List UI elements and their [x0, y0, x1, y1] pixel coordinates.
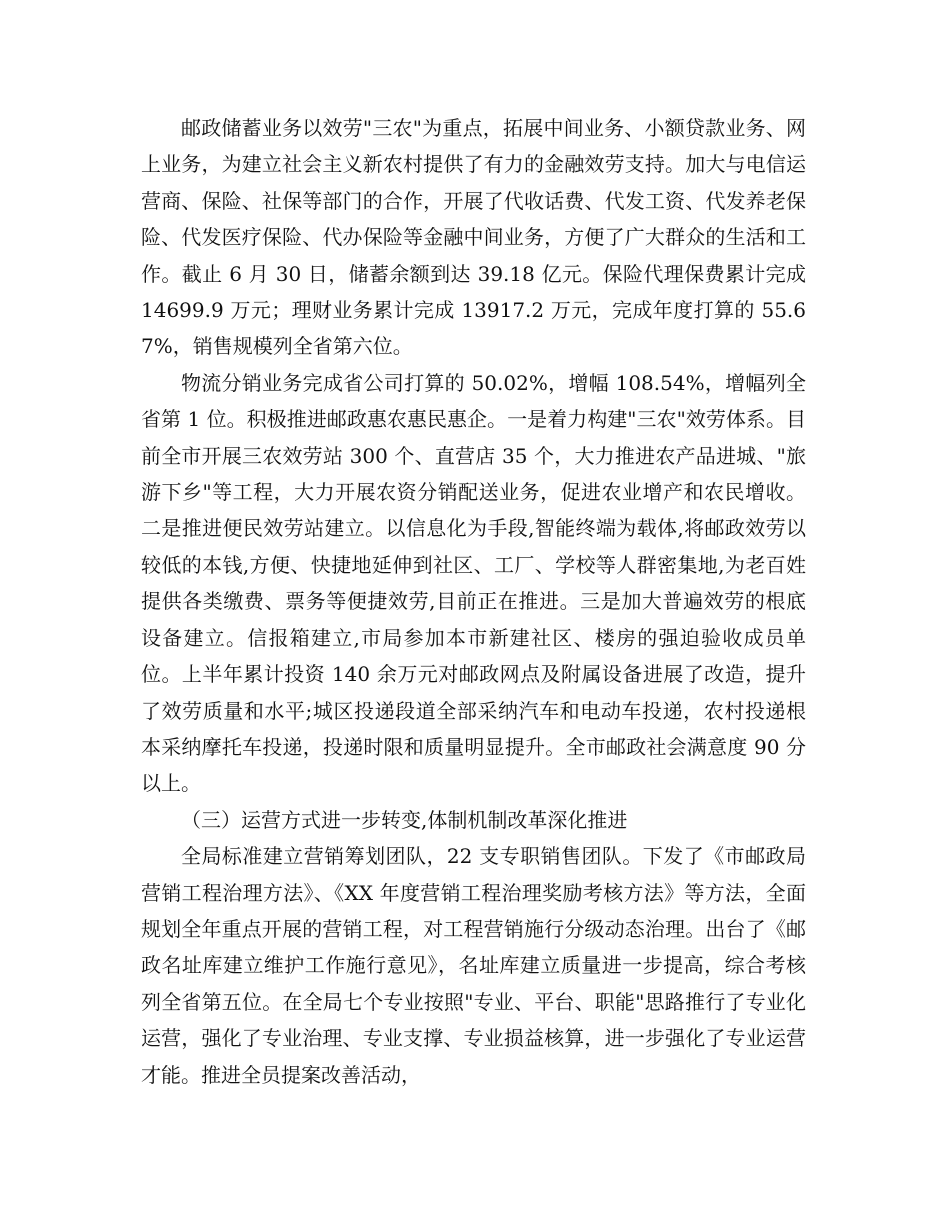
paragraph-postal-savings: 邮政储蓄业务以效劳"三农"为重点，拓展中间业务、小额贷款业务、网上业务，为建立社会主义新农村提供了有力的金融效劳支持。加大与电信运营商、保险、社保等部门的合作，开展了代收话费、代发工资、代发养老保险、代发医疗保险、代办保险等金融中间业务，方便了广大群众的生活和工作。截止 6 月 30 日，储蓄余额到达 39.18 亿元。保险代理保费累计完成 14699.9 万元；理财业务累计完成 13917.2 万元，完成年度打算的 55.67%，销售规模列全省第六位。 — [141, 116, 806, 359]
paragraph-marketing: 全局标准建立营销筹划团队，22 支专职销售团队。下发了《市邮政局营销工程治理方法》、《XX 年度营销工程治理奖励考核方法》等方法，全面规划全年重点开展的营销工程，对工程营销施行分级动态治理。出台了《邮政名址库建立维护工作施行意见》，名址库建立质量进一步提高，综合考核列全省第五位。在全局七个专业按照"专业、平台、职能"思路推行了专业化运营，强化了专业治理、专业支撑、专业损益核算，进一步强化了专业运营才能。推进全员提案改善活动， — [141, 844, 806, 1087]
document-page — [141, 110, 806, 1093]
section-heading: （三）运营方式进一步转变,体制机制改革深化推进 — [181, 807, 628, 832]
paragraph-logistics: 物流分销业务完成省公司打算的 50.02%，增幅 108.54%，增幅列全省第 1 位。积极推进邮政惠农惠民惠企。一是着力构建"三农"效劳体系。目前全市开展三农效劳站 300 个、直营店 35 个，大力推进农产品进城、"旅游下乡"等工程，大力开展农资分销配送业务，促进农业增产和农民增收。二是推进便民效劳站建立。以信息化为手段,智能终端为载体,将邮政效劳以较低的本钱,方便、快捷地延伸到社区、工厂、学校等人群密集地,为老百姓提供各类缴费、票务等便捷效劳,目前正在推进。三是加大普遍效劳的根底设备建立。信报箱建立,市局参加本市新建社区、楼房的强迫验收成员单位。上半年累计投资 140 余万元对邮政网点及附属设备进展了改造，提升了效劳质量和水平;城区投递段道全部采纳汽车和电动车投递，农村投递根本采纳摩托车投递，投递时限和质量明显提升。全市邮政社会满意度 90 分以上。 — [141, 370, 806, 796]
